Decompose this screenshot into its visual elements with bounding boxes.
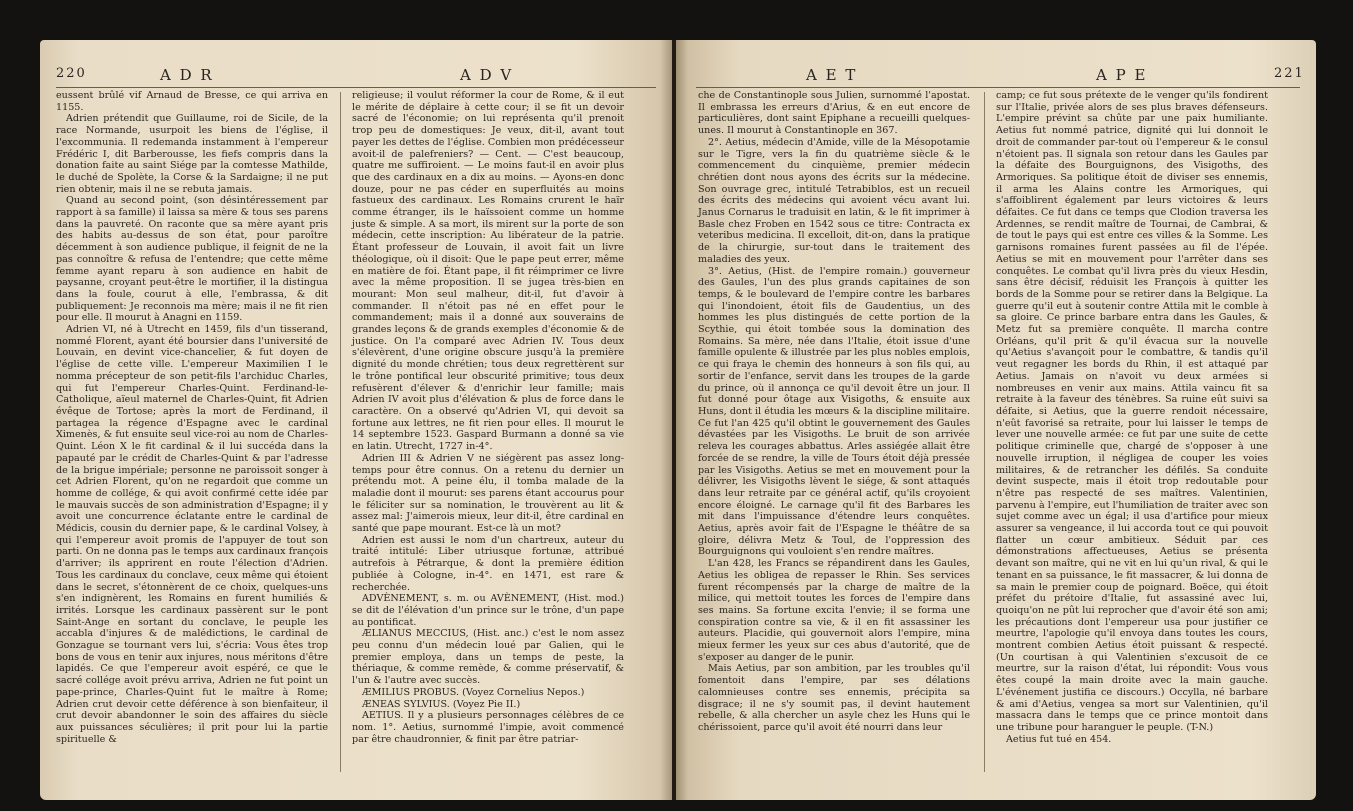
paragraph: Aetius fut tué en 454.: [1006, 733, 1112, 745]
paragraph: Adrien VI, né à Utrecht en 1459, fils d'un tisserand, nommé Florent, ayant été boursier dans l'université de Louvain, en devint vice-chancelier, & fut doyen de l'église de cette ville. L'empereur Maximilien I le nomma précepteur de son petit-fils l'archiduc Charles, qui fut l'empereur Charles-Quint. Ferdinand-le-Catholique, aïeul maternel de Charles-Quint, fit Adrien évêque de Tortose; après la mort de Ferdinand, il partagea la régence d'Espagne avec le cardinal Ximenès, & fut ensuite seul vice-roi au nom de Charles-Quint. Léon X le fit cardinal & il lui succéda dans la papauté par le crédit de Charles-Quint & par l'adresse de la brigue impériale; personne ne paroissoit songer à cet Adrien Florent, qu'on ne regardoit que comme un homme de collége, & qui avoit confirmé cette idée par le mauvais succès de son administration d'Espagne; il y avoit une concurrence éclatante entre le cardinal de Médicis, cousin du dernier pape, & le cardinal Volsey, à qui l'empereur avoit promis de l'appuyer de tout son parti. On ne donna pas le temps aux cardinaux françois d'arriver; ils apprirent en route l'élection d'Adrien. Tous les cardinaux du conclave, ceux même qui étoient dans le secret, s'étonnèrent de ce choix, quelques-uns s'en indignèrent, les Romains en furent humiliés & irrités. Lorsque les cardinaux passèrent sur le pont Saint-Ange en sortant du conclave, le peuple les accabla d'injures & de malédictions, le cardinal de Gonzague se tournant vers lui, s'écria: Vous êtes trop bons de vous en tenir aux injures, nous méritons d'être lapidés. Ce que l'empereur avoit espéré, ce que le sacré collége avoit prévu arriva, Adrien ne fut point un pape-prince, Charles-Quint fut le maître à Rome; Adrien crut devoir cette déférence à son bienfaiteur, il crut devoir abandonner le soin des affaires du siècle aux puissances séculières; il prit pour lui la partie spirituelle &: [56, 324, 328, 745]
right-head-col2: A P E: [1096, 66, 1148, 84]
paragraph: Adrien III & Adrien V ne siégèrent pas assez long-temps pour être connus. On a retenu du dernier un prétendu mot. A peine élu, il tomba malade de la maladie dont il mourut: ses parens étant accourus pour le féliciter sur sa nomination, le trouvèrent au lit & assez mal: J'aimerois mieux, leur dit-il, être cardinal en santé que pape mourant. Est-ce là un mot?: [352, 452, 624, 535]
paragraph: religieuse; il voulut réformer la cour de Rome, & il eut le mérite de déplaire à cette cour; il se fit un devoir sacré de l'économie; on lui représenta qu'il prenoit trop peu de domestiques: Je veux, dit-il, avant tout payer les dettes de l'église. Combien mon prédécesseur avoit-il de palefreniers? — Cent. — C'est beaucoup, quatre me suffiroient. — Le moins faut-il en avoir plus que des cardinaux en a dix au moins. — Ayons-en donc douze, pour ne pas céder en superfluités au moins fastueux des cardinaux. Les Romains crurent le haïr comme étranger, ils le haïssoient comme un homme juste & simple. A sa mort, ils mirent sur la porte de son médecin, cette inscription: Au libérateur de la patrie. Étant professeur de Louvain, il avoit fait un livre théologique, où il disoit: Que le pape peut errer, même en matière de foi. Étant pape, il fit réimprimer ce livre avec la même proposition. Il se jugea très-bien en mourant: Mon seul malheur, dit-il, fut d'avoir à commander. Il n'étoit pas né en effet pour le commandement; mais il a donné aux souverains de grandes leçons & de grands exemples d'économie & de justice. On l'a comparé avec Adrien IV. Tous deux s'élevèrent, d'une origine obscure jusqu'à la première dignité du monde chrétien; tous deux regrettèrent sur le trône pontifical leur obscurité primitive; tous deux refusèrent d'élever & d'enrichir leur famille; mais Adrien IV avoit plus d'élévation & plus de force dans le caractère. On a observé qu'Adrien VI, qui devoit sa fortune aux lettres, ne fit rien pour elles. Il mourut le 14 septembre 1523. Gaspard Burmann a donné sa vie en latin. Utrecht, 1727 in-4°.: [352, 90, 624, 453]
paragraph: Mais Aetius, par son ambition, par les troubles qu'il fomentoit dans l'empire, par ses délations calomnieuses contre ses ennemis, précipita sa disgrace; il ne s'y soumit pas, il devint hautement rebelle, & alla chercher un asyle chez les Huns qui le chérissoient, parce qu'il avoit été nourri dans leur: [698, 663, 970, 733]
book-gutter: [660, 40, 688, 800]
right-page: [676, 40, 1316, 800]
right-page-number: 221: [1274, 66, 1305, 81]
right-column-1: [698, 90, 970, 734]
paragraph: ÆLIANUS MECCIUS, (Hist. anc.) c'est le nom assez peu connu d'un médecin loué par Galien, qui le premier employa, dans un temps de peste, la thériaque, & comme remède, & comme préservatif, & l'un & l'autre avec succès.: [352, 628, 624, 687]
right-column-divider: [984, 92, 985, 772]
paragraph: Adrien est aussi le nom d'un chartreux, auteur du traité intitulé: Liber utriusque fortunæ, attribué autrefois à Pétrarque, & dont la première édition publiée à Cologne, in-4°. en 1471, est rare & recherchée.: [352, 534, 624, 593]
paragraph: ÆNEAS SYLVIUS. (Voyez Pie II.): [362, 698, 521, 710]
left-column-divider: [340, 92, 341, 772]
left-head-col1: A D R: [160, 66, 214, 84]
paragraph: 3°. Aetius, (Hist. de l'empire romain.) gouverneur des Gaules, l'un des plus grands capitaines de son temps, & le boulevard de l'empire contre les barbares qui l'inondoient, étoit fils de Gaudentius, un des hommes les plus distingués de cette portion de la Scythie, qui étoit tombée sous la domination des Romains. Sa mère, née dans l'Italie, étoit issue d'une famille opulente & illustrée par les plus nobles emplois, ce qui fraya le chemin des honneurs à son fils qui, au sortir de l'enfance, servit dans les troupes de la garde du prince, où il annonça ce qu'il devoit être un jour. Il fut donné pour ôtage aux Visigoths, & ensuite aux Huns, dont il étudia les mœurs & la discipline militaire. Ce fut l'an 425 qu'il obtint le gouvernement des Gaules dévastées par les Visigoths. Le bruit de son arrivée releva les courages abbattus. Arles assiégée allait être forcée de se rendre, la ville de Tours étoit déjà pressée par les Visigoths. Aetius se met en mouvement pour la délivrer, les Visigoths lèvent le siége, & sont attaqués dans leur retraite par ce général actif, qu'ils croyoient encore éloigné. Le carnage qu'il fit des Barbares les mit dans l'impuissance d'étendre leurs conquêtes. Aetius, après avoir fait de l'Espagne le théâtre de sa gloire, délivra Metz & Toul, de l'oppression des Bourguignons qui vouloient s'en rendre maîtres.: [698, 265, 970, 558]
paragraph: che de Constantinople sous Julien, surnommé l'apostat. Il embrassa les erreurs d'Arius, & en eut encore de particulières, dont saint Epiphane a recueilli quelques-unes. Il mourut à Constantinople en 367.: [698, 90, 970, 137]
left-head-rule: [56, 87, 656, 88]
right-running-head: [676, 66, 1316, 88]
left-column-1: [56, 90, 328, 745]
right-head-rule: [696, 87, 1300, 88]
paragraph: ADVÈNEMENT, s. m. ou AVÈNEMENT, (Hist. mod.) se dit de l'élévation d'un prince sur le trône, d'un pape au pontificat.: [352, 593, 624, 628]
paragraph: Adrien prétendit que Guillaume, roi de Sicile, de la race Normande, usurpoit les biens de l'église, il l'excommunia. Il redemanda instamment à l'empereur Frédéric I, dit Barberousse, les fiefs compris dans la donation faite au saint Siége par la comtesse Mathilde, le duché de Spolète, la Corse & la Sardaigne; il ne put rien obtenir, mais il ne se rebuta jamais.: [56, 113, 328, 195]
paragraph: L'an 428, les Francs se répandirent dans les Gaules, Aetius les obligea de repasser le Rhin. Ses services furent récompensés par la charge de maître de la milice, qui mettoit toutes les forces de l'empire dans ses mains. Sa fortune excita l'envie; il se forma une conspiration contre sa vie, & il en fit assassiner les auteurs. Placidie, qui gouvernoit alors l'empire, mina mieux fermer les yeux sur ces abus d'autorité, que de s'exposer au danger de le punir.: [698, 558, 970, 663]
left-page-number: 220: [56, 66, 87, 81]
paragraph: Quand au second point, (son désintéressement par rapport à sa famille) il laissa sa mère & tous ses parens dans la pauvreté. On raconte que sa mère ayant pris des habits au-dessus de son état, pour paroître décemment à son audience publique, il feignit de ne la pas connoître & refusa de l'entendre; que cette même femme ayant reparu à son audience en habit de paysanne, croyant peut-être le mortifier, il la distingua dans la foule, courut à elle, l'embrassa, & dit publiquement: Je reconnois ma mère; mais il ne fit rien pour elle. Il mourut à Anagni en 1159.: [56, 195, 328, 324]
right-head-col1: A E T: [806, 66, 858, 84]
left-page: [40, 40, 672, 800]
paragraph: AETIUS. Il y a plusieurs personnages célèbres de ce nom. 1°. Aetius, surnommé l'impie, avoit commencé par être chaudronnier, & finit par être patriar-: [352, 710, 624, 745]
paragraph: 2°. Aetius, médecin d'Amide, ville de la Mésopotamie sur le Tigre, vers la fin du quatrième siècle & le commencement du cinquième, premier médecin chrétien dont nous ayons des écrits sur la médecine. Son ouvrage grec, intitulé Tetrabiblos, est un recueil des écrits des médecins qui avoient vécu avant lui. Janus Cornarus le traduisit en latin, & le fit imprimer à Basle chez Froben en 1542 sous ce titre: Contracta ex veteribus medicina. Il excelloit, dit-on, dans la pratique de la chirurgie, sur-tout dans le traitement des maladies des yeux.: [698, 136, 970, 265]
paragraph: camp; ce fut sous prétexte de le venger qu'ils fondirent sur l'Italie, privée alors de ses plus braves défenseurs. L'empire prévint sa chûte par une paix humiliante. Aetius fut nommé patrice, dignité qui lui donnoit le droit de commander par-tout où l'empereur & le consul n'étoient pas. Il signala son retour dans les Gaules par la défaite des Bourguignons, des Visigoths, des Armoriques. Sa politique étoit de diviser ses ennemis, il arma les Alains contre les Armoriques, qui s'affoiblirent également par leurs victoires & leurs défaites. Ce fut dans ce temps que Clodion traversa les Ardennes, se rendit maître de Tournai, de Cambrai, & de tout le pays qui est entre ces villes & la Somme. Les garnisons romaines furent passées au fil de l'épée. Aetius se mit en mouvement pour l'arrêter dans ses conquêtes. Le combat qu'il livra près du vieux Hesdin, sans être décisif, réduisit les François à quitter les bords de la Somme pour se retirer dans la Belgique. La guerre qu'il eut à soutenir contre Attila mit le comble à sa gloire. Ce prince barbare entra dans les Gaules, & Metz fut sa première conquête. Il marcha contre Orléans, qu'il prit & qu'il évacua sur la nouvelle qu'Aetius s'avançoit pour le combattre, & tandis qu'il veut regagner les bords du Rhin, il est attaqué par Aetius. Jamais on n'avoit vu deux armées si nombreuses en venir aux mains. Attila vaincu fit sa retraite à la faveur des ténèbres. Sa ruine eût suivi sa défaite, si Aetius, que la guerre rendoit nécessaire, n'eût favorisé sa retraite, pour lui laisser le temps de lever une nouvelle armée: ce fut par une suite de cette politique criminelle que, chargé de s'opposer à une nouvelle irruption, il négligea de couper les voies militaires, & de retrancher les défilés. Sa conduite devint suspecte, mais il étoit trop redoutable pour n'être pas respecté de ses maîtres. Valentinien, parvenu à l'empire, eut l'humiliation de traiter avec son sujet comme avec un égal; il usa d'artifice pour mieux assurer sa vengeance, il lui accorda tout ce qui pouvoit flatter un cœur ambitieux. Séduit par ces démonstrations affectueuses, Aetius se présenta devant son maître, qui ne vit en lui qu'un rival, & qui le tenant en sa puissance, le fit massacrer, & lui donna de sa main le premier coup de poignard. Boëce, qui étoit préfet du prétoire d'Italie, fut assassiné avec lui, quoiqu'on ne pût lui reprocher que d'avoir été son ami; les précautions dont l'empereur usa pour justifier ce meurtre, l'apologie qu'il envoya dans toutes les cours, montrent combien Aetius étoit puissant & respecté. (Un courtisan à qui Valentinien s'excusoit de ce meurtre, sur la raison d'état, lui répondit: Vous vous êtes coupé la main droite avec la main gauche. L'événement justifia ce discours.) Occylla, né barbare & ami d'Aetius, vengea sa mort sur Valentinien, qu'il massacra dans le temps que ce prince montoit dans une tribune pour haranguer le peuple. (T-N.): [996, 90, 1268, 733]
left-head-col2: A D V: [460, 66, 514, 84]
paragraph: eussent brûlé vif Arnaud de Bresse, ce qui arriva en 1155.: [56, 90, 328, 113]
paragraph: ÆMILIUS PROBUS. (Voyez Cornelius Nepos.): [362, 686, 585, 698]
left-column-2: [352, 90, 624, 745]
right-column-2: [996, 90, 1268, 745]
left-running-head: [40, 66, 672, 88]
